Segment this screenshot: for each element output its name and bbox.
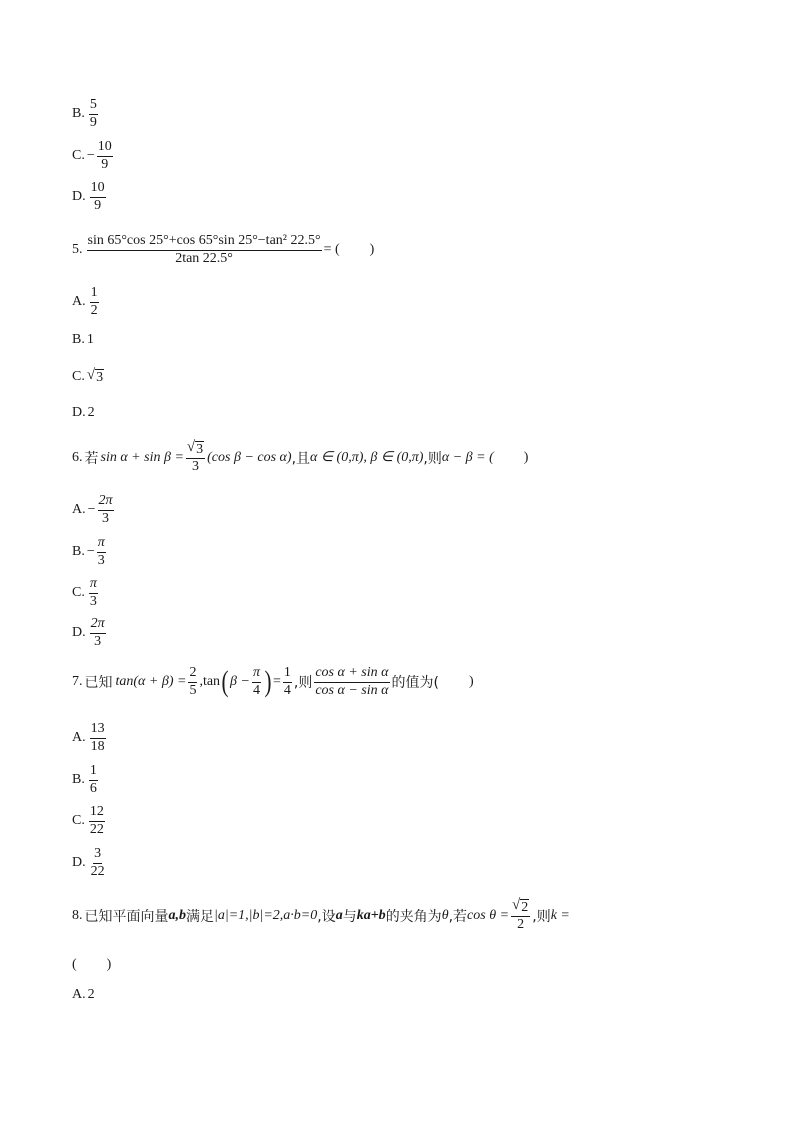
text: ,若 (448, 908, 468, 925)
denominator: 2tan 22.5° (175, 250, 233, 266)
square-root (87, 368, 104, 385)
option-label: D. (72, 855, 86, 871)
fraction (89, 98, 98, 130)
option-value: 2 (87, 987, 95, 1002)
fraction (90, 722, 106, 754)
fraction (511, 898, 530, 933)
open-paren: ( (72, 957, 77, 972)
option-label: A. (72, 987, 86, 1002)
numerator: sin 65°cos 25°+cos 65°sin 25°−tan² 22.5° (87, 234, 322, 251)
numerator: 2π (98, 494, 114, 511)
minus-sign: − (87, 502, 96, 518)
condition: α ∈ (0,π), β ∈ (0,π) (310, 450, 424, 466)
q7-option-a (72, 722, 108, 754)
fraction (89, 805, 105, 837)
question-number: 8. (72, 907, 83, 923)
option-label: B. (72, 106, 85, 122)
close-paren: ) (523, 449, 529, 465)
rhs: (cos β − cos α) (207, 449, 292, 465)
option-label: B. (72, 332, 85, 347)
close-paren: ) (468, 674, 474, 690)
text: 已知 (84, 675, 113, 692)
numerator: 10 (90, 181, 106, 198)
denominator: 4 (252, 682, 260, 698)
k-expression: k = (550, 907, 570, 923)
denominator: 4 (283, 682, 291, 698)
fraction (90, 617, 106, 649)
q4-option-b (72, 98, 100, 130)
option-label: D. (72, 625, 86, 641)
q6-stem (72, 440, 528, 475)
q5-stem (72, 234, 374, 266)
q7-stem (72, 666, 474, 698)
question-number: 5. (72, 242, 83, 258)
option-label: B. (72, 772, 85, 788)
question-number: 7. (72, 674, 83, 690)
denominator: cos α − sin α (315, 682, 389, 698)
equals-open: = ( (323, 242, 340, 258)
numerator (511, 898, 530, 917)
radical-sign-icon: √ (86, 367, 96, 383)
option-value: 1 (86, 332, 94, 347)
denominator: 2 (517, 917, 525, 933)
minus-sign: − (86, 544, 95, 560)
fraction (283, 666, 292, 698)
denominator: 5 (189, 682, 197, 698)
denominator: 3 (102, 510, 110, 526)
numerator: cos α + sin α (314, 666, 389, 683)
radical-sign-icon: √ (512, 897, 521, 913)
fraction (90, 181, 106, 213)
fraction (87, 234, 322, 266)
q5-option-c (72, 368, 104, 385)
text: 与 (342, 908, 357, 925)
close-paren: ) (369, 242, 375, 258)
text: ,则 (532, 908, 551, 925)
text: ,且 (291, 450, 311, 467)
fraction (252, 666, 261, 698)
vector-a: a (335, 907, 343, 923)
q8-answer-paren (72, 957, 111, 973)
denominator: 3 (192, 459, 200, 475)
question-number: 6. (72, 449, 83, 465)
denominator: 9 (94, 197, 102, 213)
q5-option-a (72, 286, 101, 318)
numerator: 2 (188, 666, 197, 683)
theta: θ (441, 907, 449, 923)
option-label: A. (72, 294, 86, 310)
text: 已知平面向量 (84, 908, 169, 925)
denominator: 22 (90, 863, 105, 879)
numerator: 3 (93, 847, 102, 864)
q6-option-c (72, 577, 100, 609)
left-paren-icon: ( (221, 665, 229, 699)
numerator: 1 (90, 286, 99, 303)
denominator: 9 (101, 156, 109, 172)
text: 若 (84, 450, 99, 467)
text: 满足 (186, 908, 214, 925)
option-label: D. (72, 405, 86, 420)
numerator: π (97, 536, 106, 553)
denominator: 3 (94, 633, 102, 649)
q8-option-a (72, 987, 95, 1003)
text: 的值为( (391, 675, 439, 692)
radicand: 3 (96, 370, 104, 385)
fraction (97, 140, 113, 172)
q7-option-c (72, 805, 107, 837)
option-label: D. (72, 189, 86, 205)
option-label: A. (72, 502, 86, 518)
option-label: A. (72, 730, 86, 746)
numerator: 10 (97, 140, 113, 157)
radicand: 2 (521, 900, 529, 915)
vector-expression: ka+b (356, 907, 386, 923)
option-label: C. (72, 368, 85, 384)
option-label: C. (72, 148, 85, 164)
cos-expression: cos θ = (467, 907, 510, 923)
q6-option-b (72, 536, 108, 568)
numerator: 5 (89, 98, 98, 115)
denominator: 3 (97, 552, 105, 568)
vectors: a,b (168, 907, 186, 923)
minus-sign: − (86, 148, 95, 164)
q4-option-d (72, 181, 108, 213)
denominator: 18 (90, 738, 105, 754)
fraction (98, 494, 114, 526)
denominator: 3 (89, 593, 97, 609)
numerator: 13 (90, 722, 106, 739)
lhs: sin α + sin β = (100, 449, 184, 465)
fraction (89, 764, 98, 796)
numerator (186, 440, 205, 459)
close-paren: ) (106, 957, 112, 972)
numerator: 12 (89, 805, 105, 822)
radical-sign-icon: √ (186, 439, 196, 455)
numerator: π (252, 666, 261, 683)
option-label: C. (72, 585, 85, 601)
q5-option-d (72, 405, 95, 421)
numerator: 1 (89, 764, 98, 781)
text: ,设 (317, 908, 336, 925)
text: ,则 (293, 675, 313, 692)
option-value: 2 (87, 405, 95, 420)
equals: = (272, 674, 281, 690)
expression: ,tan (199, 674, 221, 690)
inner-expression: β − (230, 674, 250, 690)
q6-option-a (72, 494, 116, 526)
denominator: 22 (89, 821, 104, 837)
fraction (90, 847, 106, 879)
denominator: 9 (89, 114, 97, 130)
fraction (90, 286, 99, 318)
denominator: 6 (89, 780, 97, 796)
fraction (89, 577, 98, 609)
ask: α − β = ( (441, 449, 494, 465)
numerator: π (89, 577, 98, 594)
q4-option-c (72, 140, 115, 172)
option-label: B. (72, 544, 85, 560)
numerator: 1 (283, 666, 292, 683)
expression: tan(α + β) = (115, 674, 187, 690)
q5-option-b (72, 332, 94, 348)
option-label: C. (72, 813, 85, 829)
q8-stem (72, 898, 570, 933)
q7-option-b (72, 764, 100, 796)
fraction (314, 666, 389, 698)
q7-option-d (72, 847, 108, 879)
text: 的夹角为 (385, 908, 442, 925)
radicand: 3 (196, 442, 204, 457)
condition: |a|=1,|b|=2,a·b=0 (214, 907, 318, 923)
fraction (188, 666, 197, 698)
q6-option-d (72, 617, 108, 649)
denominator: 2 (90, 302, 98, 318)
fraction (97, 536, 106, 568)
text: ,则 (423, 450, 442, 467)
fraction (186, 440, 205, 475)
numerator: 2π (90, 617, 106, 634)
right-paren-icon: ) (264, 665, 272, 699)
